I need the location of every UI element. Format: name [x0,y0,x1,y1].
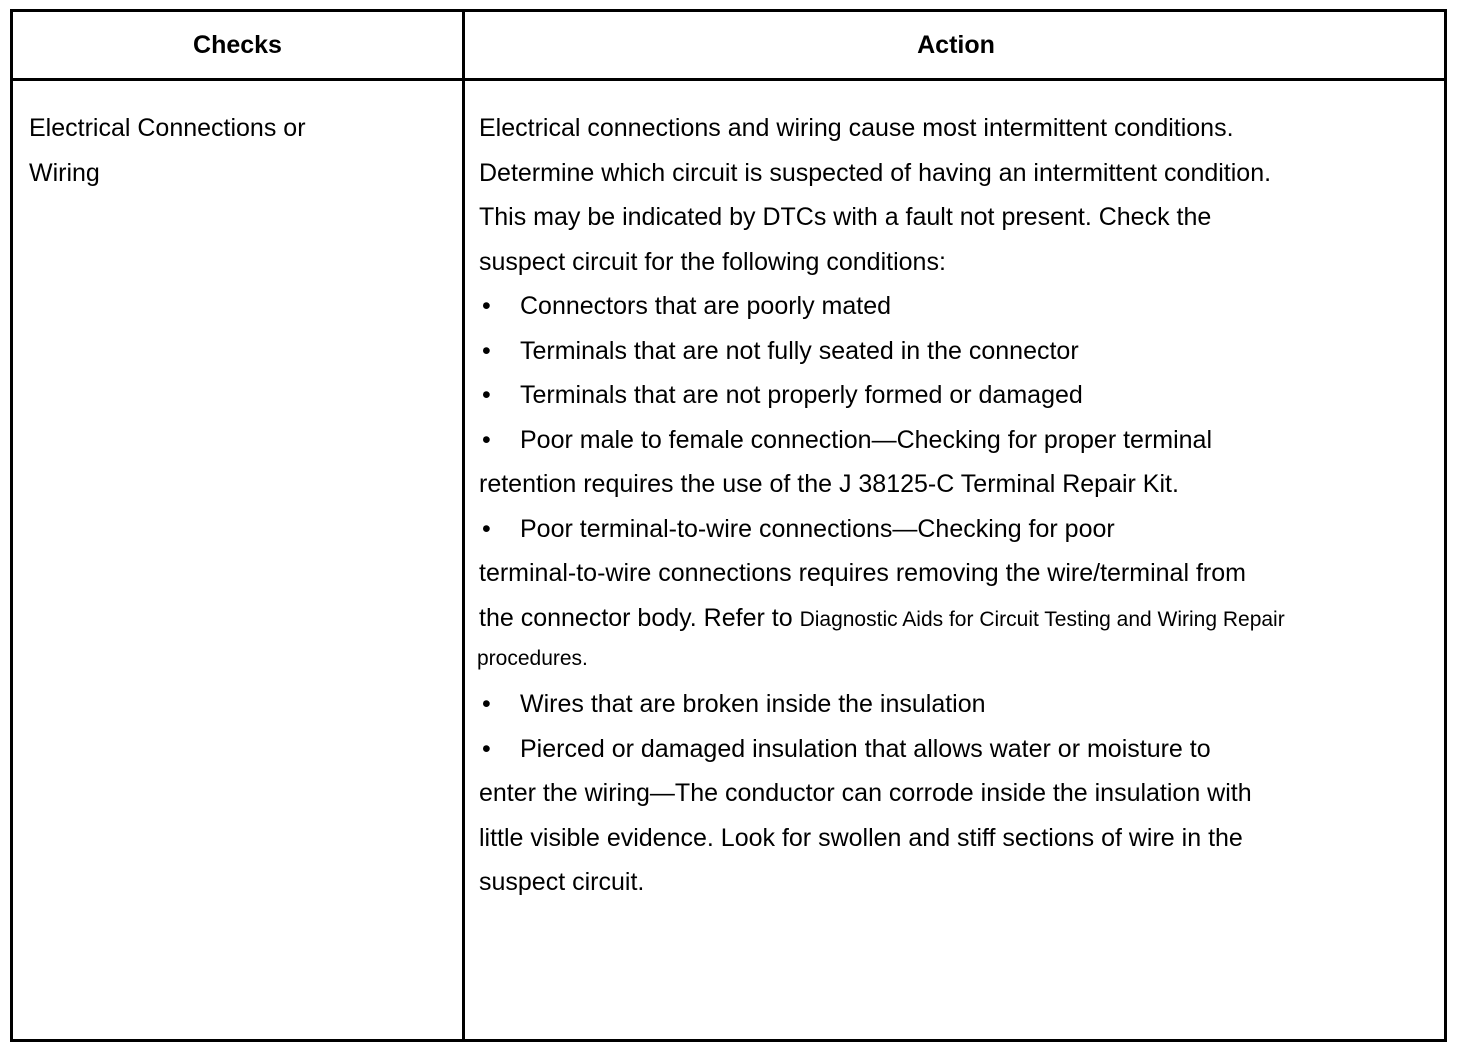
bullet-continuation: little visible evidence. Look for swollen and stiff sections of wire in the [479,823,1243,852]
action-cell [479,106,1409,905]
bullet-item [479,373,1409,418]
intro-line: This may be indicated by DTCs with a fault not present. Check the [479,203,1212,231]
bullet-marker: • [482,514,491,543]
bullet-marker: • [482,336,491,365]
bullet-text: Pierced or damaged insulation that allows water or moisture to [520,734,1211,763]
bullet-item [479,329,1409,374]
bullet-item [479,727,1409,772]
bullet-item [479,284,1409,329]
bullet-marker: • [482,690,491,718]
header-checks: Checks [193,31,282,59]
bullet-item [479,682,1409,727]
diagnostic-aids-reference: Diagnostic Aids for Circuit Testing and Wiring Repair [799,607,1285,631]
bullet-item [479,418,1409,463]
bullet-continuation: procedures. [477,647,588,670]
check-line: Electrical Connections or [29,114,306,142]
refer-text: the connector body. Refer to [479,603,800,632]
bullet-continuation: enter the wiring—The conductor can corrode inside the insulation with [479,779,1252,807]
bullet-text: Wires that are broken inside the insulation [520,690,986,718]
bullet-marker: • [482,381,491,409]
header-action: Action [917,31,995,59]
intro-line: suspect circuit for the following conditions: [479,247,946,276]
bullet-item [479,507,1409,552]
bullet-text: Poor terminal-to-wire connections—Checking for poor [520,514,1115,543]
bullet-continuation: terminal-to-wire connections requires removing the wire/terminal from [479,559,1246,587]
intro-line: Determine which circuit is suspected of having an intermittent condition. [479,158,1272,187]
check-line: Wiring [29,158,100,187]
bullet-continuation: suspect circuit. [479,868,645,896]
bullet-text: Poor male to female connection—Checking for proper terminal [520,425,1213,454]
column-divider [462,12,465,1039]
intro-line: Electrical connections and wiring cause most intermittent conditions. [479,114,1234,142]
bullet-text: Terminals that are not fully seated in the connector [520,336,1079,365]
check-cell [29,106,449,195]
bullet-continuation [479,596,1409,641]
bullet-marker: • [482,425,491,454]
bullet-text: Connectors that are poorly mated [520,292,892,320]
bullet-marker: • [482,734,491,763]
checks-action-table [10,9,1447,1042]
bullet-marker: • [482,292,491,320]
header-divider [13,78,1444,81]
bullet-continuation: retention requires the use of the J 38125-C Terminal Repair Kit. [479,470,1179,498]
bullet-text: Terminals that are not properly formed or damaged [520,381,1083,409]
